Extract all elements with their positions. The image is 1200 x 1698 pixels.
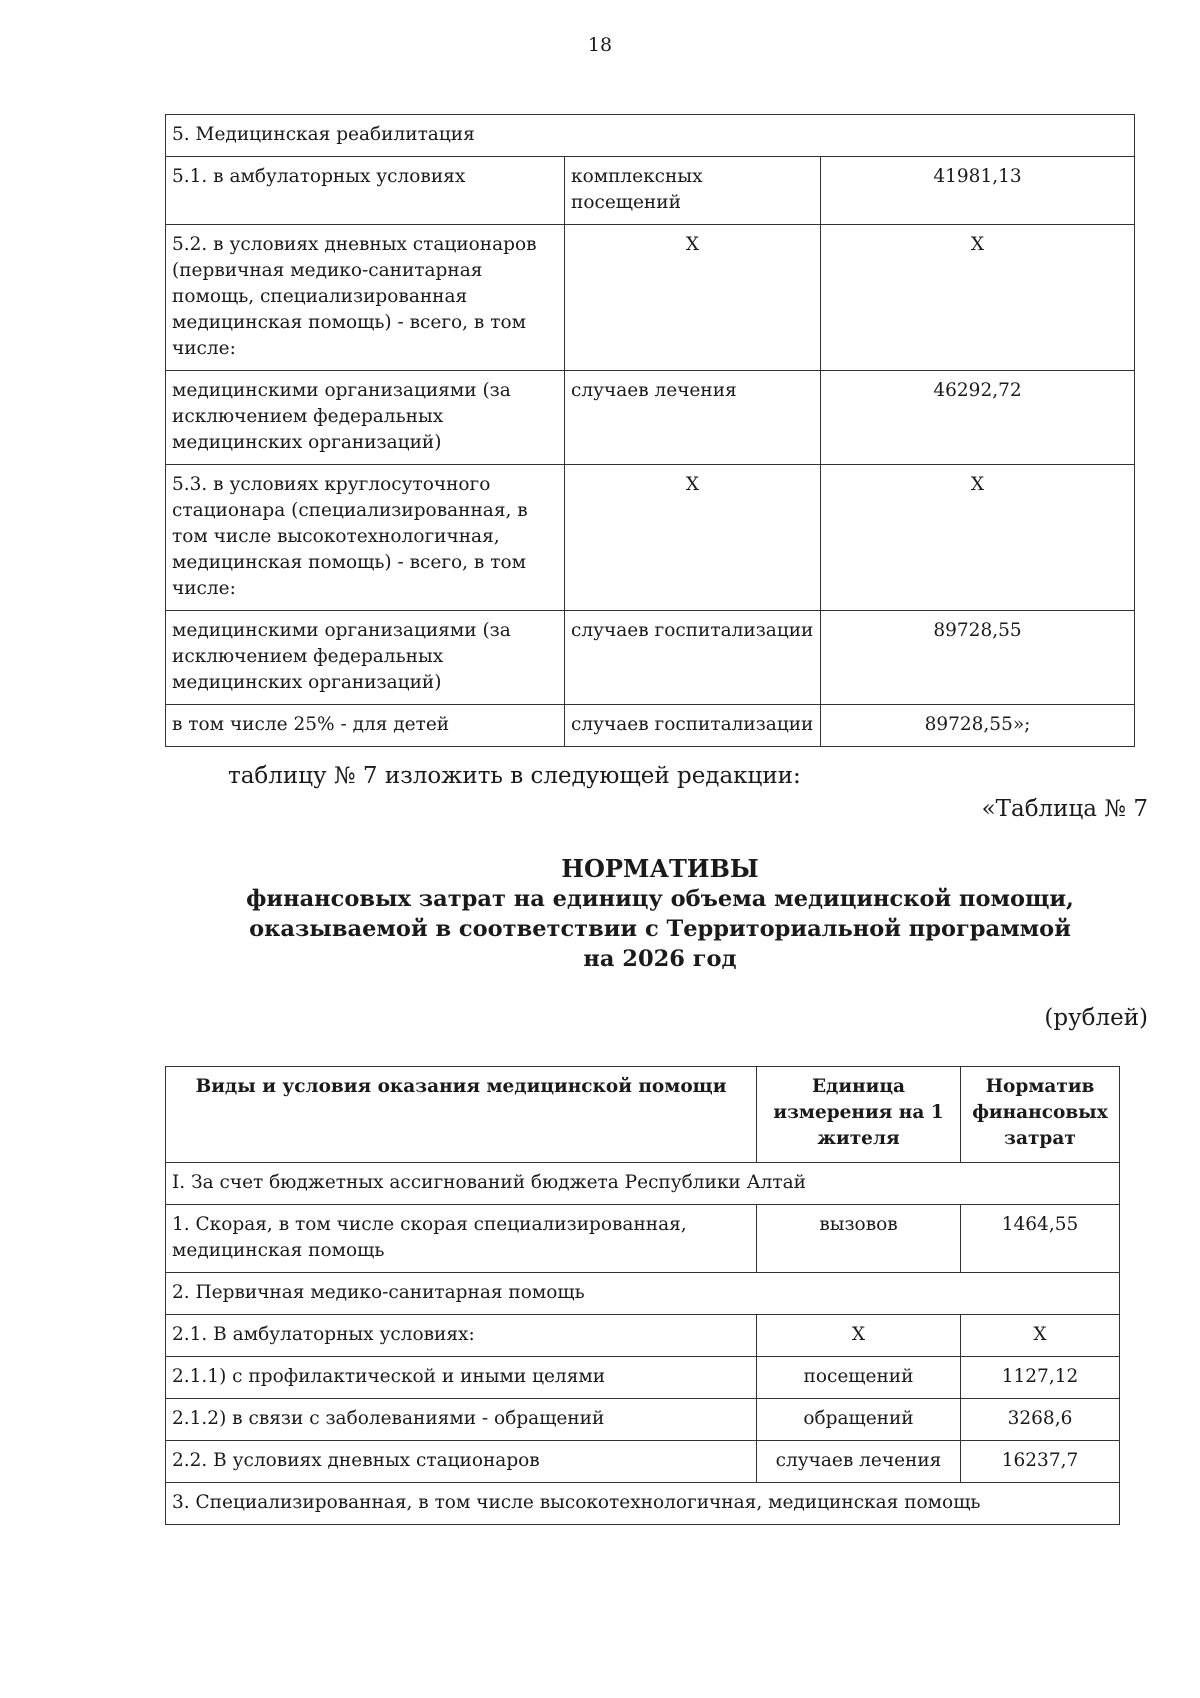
document-title <box>0 854 1200 974</box>
intro-text: таблицу № 7 изложить в следующей редакции: <box>228 763 801 789</box>
table-row <box>166 1483 1120 1525</box>
header-cell: Виды и условия оказания медицинской помощи <box>166 1067 757 1163</box>
table-row <box>166 705 1135 747</box>
table-row <box>166 157 1135 225</box>
row-value: X <box>821 225 1135 371</box>
table-row <box>166 1441 1120 1483</box>
table-row <box>166 371 1135 465</box>
table-row <box>166 465 1135 611</box>
table-row <box>166 1163 1120 1205</box>
table-row <box>166 225 1135 371</box>
row-unit: X <box>565 465 821 611</box>
page-number: 18 <box>587 34 613 56</box>
header-cell: Единица измерения на 1 жителя <box>757 1067 961 1163</box>
row-label: в том числе 25% - для детей <box>166 705 565 747</box>
title-line: на 2026 год <box>583 946 737 972</box>
table-row <box>166 115 1135 157</box>
row-unit: посещений <box>757 1357 961 1399</box>
row-unit: обращений <box>757 1399 961 1441</box>
title-line: оказываемой в соответствии с Территориальной программой <box>249 916 1071 942</box>
row-unit: комплексных посещений <box>565 157 821 225</box>
row-unit: случаев госпитализации <box>565 705 821 747</box>
row-value: 1464,55 <box>961 1205 1120 1273</box>
table-row <box>166 1273 1120 1315</box>
title-line: НОРМАТИВЫ <box>561 854 759 883</box>
row-label: 2.1.1) с профилактической и иными целями <box>166 1357 757 1399</box>
row-unit: случаев лечения <box>565 371 821 465</box>
header-cell: Норматив финансовых затрат <box>961 1067 1120 1163</box>
row-unit: вызовов <box>757 1205 961 1273</box>
table-row <box>166 1315 1120 1357</box>
row-unit: X <box>565 225 821 371</box>
row-label: 5.1. в амбулаторных условиях <box>166 157 565 225</box>
table-rehabilitation <box>165 114 1135 747</box>
section-header: 5. Медицинская реабилитация <box>166 115 1135 157</box>
table-row <box>166 1357 1120 1399</box>
row-value: 16237,7 <box>961 1441 1120 1483</box>
row-unit: X <box>757 1315 961 1357</box>
row-label: 2.2. В условиях дневных стационаров <box>166 1441 757 1483</box>
section-header: I. За счет бюджетных ассигнований бюджета Республики Алтай <box>166 1163 1120 1205</box>
section-header: 3. Специализированная, в том числе высокотехнологичная, медицинская помощь <box>166 1483 1120 1525</box>
row-value: 89728,55»; <box>821 705 1135 747</box>
row-label: 5.2. в условиях дневных стационаров (первичная медико-санитарная помощь, специализированная медицинская помощь) - всего, в том числе: <box>166 225 565 371</box>
row-value: X <box>821 465 1135 611</box>
row-label: 1. Скорая, в том числе скорая специализированная, медицинская помощь <box>166 1205 757 1273</box>
table-row <box>166 611 1135 705</box>
row-value: 3268,6 <box>961 1399 1120 1441</box>
row-label: медицинскими организациями (за исключением федеральных медицинских организаций) <box>166 371 565 465</box>
row-label: медицинскими организациями (за исключением федеральных медицинских организаций) <box>166 611 565 705</box>
table-norms <box>165 1066 1120 1525</box>
title-line: финансовых затрат на единицу объема медицинской помощи, <box>246 886 1074 912</box>
table-label: «Таблица № 7 <box>981 796 1148 822</box>
table-row <box>166 1205 1120 1273</box>
row-value: 46292,72 <box>821 371 1135 465</box>
units-label: (рублей) <box>1044 1005 1148 1031</box>
row-label: 5.3. в условиях круглосуточного стационара (специализированная, в том числе высокотехнологичная, медицинская помощь) - всего, в том числе: <box>166 465 565 611</box>
row-value: 41981,13 <box>821 157 1135 225</box>
row-unit: случаев госпитализации <box>565 611 821 705</box>
row-label: 2.1.2) в связи с заболеваниями - обращений <box>166 1399 757 1441</box>
table-row <box>166 1399 1120 1441</box>
row-value: X <box>961 1315 1120 1357</box>
row-value: 1127,12 <box>961 1357 1120 1399</box>
row-value: 89728,55 <box>821 611 1135 705</box>
row-unit: случаев лечения <box>757 1441 961 1483</box>
section-header: 2. Первичная медико-санитарная помощь <box>166 1273 1120 1315</box>
table-header-row <box>166 1067 1120 1163</box>
row-label: 2.1. В амбулаторных условиях: <box>166 1315 757 1357</box>
